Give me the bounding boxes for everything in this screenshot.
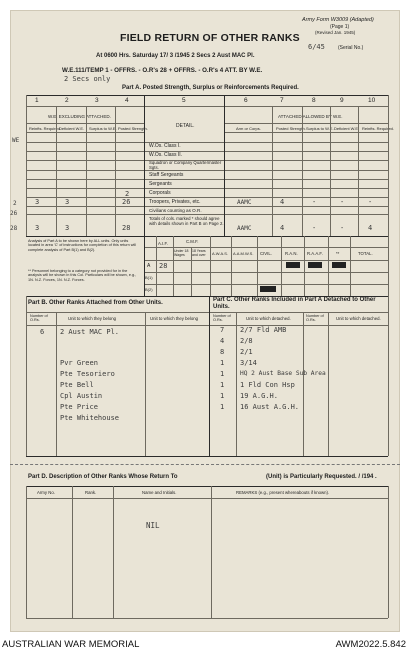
part-c-header-unit2: Unit to which detached. (336, 316, 381, 321)
totals-deficient: 3 (65, 224, 70, 232)
troopers-posted: 26 (122, 198, 131, 206)
corporals-posted: 2 (125, 190, 130, 198)
subtitle: At 0600 Hrs. Saturday 17/ 3 /1945 2 Secs 2 Aust MAC Pl. (96, 53, 255, 59)
part-c-entry-unit: 19 A.G.H. (240, 392, 278, 400)
part-b-header-unit2: Unit to which they belong (150, 316, 199, 321)
analysis-row-b2: B(2) (145, 287, 153, 292)
analysis-cmf: C.M.F. (186, 239, 199, 244)
analysis-note1: Analysis of Part A to be shown here by ALL units. Only units located in area 'C' of instructions for completion of this return will complete analysis of Part B(1) and B(2). (28, 239, 137, 252)
part-d-nil: NIL (146, 521, 160, 530)
part-c-title: Part C. Other Ranks Included in Part A Detached to Other Units. (213, 297, 376, 310)
analysis-note2: ** Personnel belonging to a category not provided for in the analysis will be shown in this Col. Particulars will be shown, e.g., 1N. N.Z. Forces, 1N. N.Z. Forces. (28, 269, 137, 282)
detail-sergeants: Sergeants (149, 181, 172, 187)
col-num-1: 1 (35, 97, 39, 104)
col-num-3: 3 (95, 97, 99, 104)
analysis-col-aamws: A.A.M.W.S. (233, 251, 254, 256)
troopers-arm: AAMC (237, 199, 252, 206)
left-col-reinfts: Reinfts. Required. (29, 126, 62, 131)
part-c-entry-unit: 16 Aust A.G.H. (240, 403, 300, 411)
part-c-header-num2: Number of O.Rs. (306, 314, 324, 323)
part-b-entry-unit: 2 Aust MAC Pl. (60, 328, 120, 336)
totals-reinfts: 3 (35, 224, 40, 232)
right-group-header: ATTACHED ALLOWED BY W.E. (278, 114, 343, 119)
blackout-mark (308, 262, 322, 268)
part-b-entry-name: Pvr Green (60, 359, 98, 367)
right-col-posted: Posted Strength. (276, 126, 306, 131)
analysis-a-aif: 28 (159, 262, 168, 270)
totals-att-deficient: - (340, 224, 345, 232)
detail-troopers: Troopers, Privates, etc. (149, 199, 201, 205)
col-num-8: 8 (312, 97, 316, 104)
part-d-title-tail: (Unit) is Particularly Requested. / /194 . (266, 474, 377, 480)
troopers-att-reinfts: - (368, 198, 373, 206)
page-title: FIELD RETURN OF OTHER RANKS (120, 32, 300, 44)
troopers-att-posted: 4 (280, 198, 285, 206)
troopers-att-surplus: - (312, 198, 317, 206)
part-c-entry-unit: 2/1 (240, 348, 253, 356)
analysis-col-total: TOTAL. (358, 251, 373, 256)
col-num-5: 5 (182, 97, 186, 104)
part-a-title: Part A. Posted Strength, Surplus or Reinforcements Required. (122, 85, 299, 91)
col-num-6: 6 (244, 97, 248, 104)
totals-att-surplus: - (312, 224, 317, 232)
left-col-deficient: Deficient W.E. (59, 126, 85, 131)
part-b-header-num: Number of O.Rs. (30, 314, 48, 323)
analysis-col-civil: CIVIL. (260, 251, 272, 256)
left-group-header: W.E. EXCLUDING ATTACHED. (48, 114, 111, 119)
detail-totals: Totals of cols. marked * should agree with details shown in Part B on Page 2. (149, 216, 224, 226)
part-c-entry-unit: 3/14 (240, 359, 257, 367)
part-b-entry-name: Pte Whitehouse (60, 414, 120, 422)
form-ref-line3: (Revised Jan. 1945) (315, 30, 356, 35)
part-c-header-unit1: Unit to which detached. (246, 316, 291, 321)
troopers-reinfts: 3 (35, 198, 40, 206)
part-c-entry-num: 7 (220, 326, 225, 334)
part-c-entry-num: 1 (220, 403, 225, 411)
detail-wo1: W.Os. Class I. (149, 143, 181, 149)
part-c-entry-num: 1 (220, 392, 225, 400)
col-num-4: 4 (125, 97, 129, 104)
analysis-col-other: ** (336, 251, 340, 256)
footer-left: AUSTRALIAN WAR MEMORIAL (2, 639, 140, 650)
part-c-entry-unit: 1 Fld Con Hsp (240, 381, 295, 389)
part-d-header-name: Name and Initials. (142, 490, 177, 495)
part-b-entry-name: Pte Bell (60, 381, 94, 389)
part-c-entry-unit: 2/8 (240, 337, 253, 345)
part-d-title: Part D. Description of Other Ranks Whose Return To (28, 474, 178, 480)
analysis-col-awas: A.W.A.S. (212, 251, 229, 256)
part-c-header-num1: Number of O.Rs. (213, 314, 231, 323)
serial-label: (Serial No.) (338, 45, 364, 51)
analysis-col-18over: 18 Years and over (192, 249, 206, 257)
part-d-header-army-no: Army No. (37, 490, 55, 495)
left-col-surplus: Surplus to W.E. (89, 126, 117, 131)
col-num-9: 9 (340, 97, 344, 104)
part-c-entry-num: 1 (220, 370, 225, 378)
totals-att-posted: 4 (280, 224, 285, 232)
form-ref-line1: Army Form W3009 (Adapted) (302, 17, 374, 23)
part-b-entry-name: Cpl Austin (60, 392, 103, 400)
part-c-entry-num: 8 (220, 348, 225, 356)
part-c-entry-num: 1 (220, 359, 225, 367)
serial-value: 6/45 (308, 43, 325, 51)
form-ref-line2: (Page 1) (330, 24, 350, 30)
perforation-line (10, 464, 400, 465)
col-num-2: 2 (65, 97, 69, 104)
troopers-deficient: 3 (65, 198, 70, 206)
form-sheet (10, 10, 400, 632)
blackout-mark (260, 286, 276, 292)
right-col-deficient: Deficient W.E. (334, 126, 360, 131)
part-c-entry-num: 1 (220, 381, 225, 389)
detail-civilians: Civilians counting as O.R. (149, 208, 202, 213)
analysis-row-b1: B(1) (145, 275, 153, 280)
margin-26: 26 (10, 210, 18, 217)
margin-28: 28 (10, 225, 18, 232)
part-d-header-remarks: REMARKS (e.g., present whereabouts if known). (236, 490, 330, 495)
col-num-10: 10 (368, 97, 376, 104)
margin-we: WE (12, 137, 20, 144)
part-b-entry-name: Pte Tesoriero (60, 370, 115, 378)
part-b-header-unit1: Unit to which they belong (68, 316, 117, 321)
part-b-title: Part B. Other Ranks Attached from Other Units. (28, 300, 163, 306)
totals-posted: 28 (122, 224, 131, 232)
totals-att-reinfts: 4 (368, 224, 373, 232)
detail-corporals: Corporals (149, 190, 171, 196)
right-col-arm: Arm or Corps. (236, 126, 261, 131)
part-b-entry-num: 6 (40, 328, 45, 336)
analysis-col-aif: A.I.F. (158, 241, 168, 246)
left-col-posted: Posted Strength. (118, 126, 148, 131)
part-b-entry-name: Pte Price (60, 403, 98, 411)
detail-cqms: Squadron or Company Quartermaster Sgts. (149, 160, 222, 170)
part-c-entry-unit: 2/7 Fld AMB (240, 326, 287, 334)
right-col-surplus: Surplus to W.E. (306, 126, 334, 131)
right-col-reinfts: Reinfts. Required. (362, 126, 395, 131)
blackout-mark (286, 262, 300, 268)
part-d-header-rank: Rank. (85, 490, 97, 495)
blackout-mark (332, 262, 346, 268)
troopers-att-deficient: - (340, 198, 345, 206)
analysis-col-raaf: R.A.A.F. (307, 251, 323, 256)
totals-arm: AAMC (237, 225, 252, 232)
we-line: W.E.111/TEMP 1 - OFFRS. - O.R's 28 + OFFRS. - O.R's 4 ATT. BY W.E. (62, 67, 263, 74)
analysis-col-ran: R.A.N. (285, 251, 298, 256)
analysis-col-under18: Under 18 Wages (174, 249, 189, 257)
detail-header: DETAIL. (176, 123, 195, 129)
col-num-7: 7 (280, 97, 284, 104)
detail-staff-sgts: Staff Sergeants (149, 172, 184, 178)
footer-right: AWM2022.5.842 (335, 639, 406, 650)
part-c-entry-unit: HQ 2 Aust Base Sub Area (240, 370, 326, 377)
we-note: 2 Secs only (64, 75, 111, 83)
analysis-row-a: A (147, 263, 151, 269)
footer-bar (0, 638, 410, 653)
margin-2: 2 (13, 200, 17, 207)
detail-wo2: W.Os. Class II. (149, 152, 183, 158)
part-c-entry-num: 4 (220, 337, 225, 345)
